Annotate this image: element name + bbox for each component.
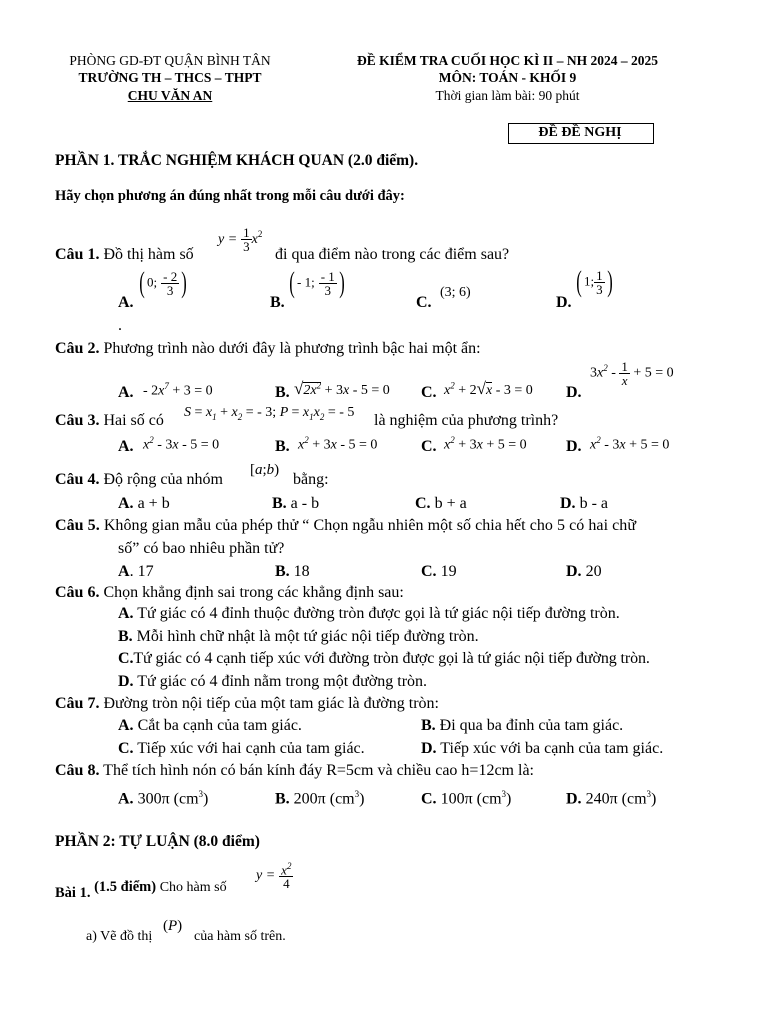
part1-instruction: Hãy chọn phương án đúng nhất trong mỗi câu dưới đây: [55,188,405,204]
part2-title: PHẦN 2: TỰ LUẬN (8.0 điểm) [55,833,260,850]
q6-option-d: D. Tứ giác có 4 đỉnh nằm trong một đường tròn. [118,673,428,690]
q5-question-cont: số” có bao nhiêu phần tử? [118,540,285,557]
header-duration: Thời gian làm bài: 90 phút [435,88,580,103]
q8-option-b: B. 200π $(cm^3)$ [275,789,365,808]
q2-option-d: D. [566,384,582,401]
bai1-part-a-after: của hàm số trên. [194,929,286,944]
q1-answer-b: ( - 1; $\frac{- 1}{3}$ ) [289,266,345,299]
q6-option-a: A. Tứ giác có 4 đỉnh thuộc đường tròn được gọi là tứ giác nội tiếp đường tròn. [118,605,620,622]
q2-answer-d: $3x^2$ - $\frac{1}{x}$ + 5 = 0 [590,359,674,388]
q5-question: Câu 5. Không gian mẫu của phép thử “ Chọn ngẫu nhiên một số chia hết cho 5 có hai chữ [55,517,637,534]
q1-answer-a: ( 0; $\frac{- 2}{3}$ ) [139,266,187,299]
q5-option-b: B. 18 [275,563,310,580]
q1-label: Câu 1. Đồ thị hàm số [55,246,194,263]
q7-question: Câu 7. Đường tròn nội tiếp của một tam giác là đường tròn: [55,695,439,712]
q2-answer-b: $√2x^2 + 3x - 5 = 0$ [294,379,390,398]
q3-answer-a: $x^2 - 3x - 5 = 0$ [143,435,220,453]
q4-option-d: D. b - a [560,495,608,512]
bai1-part-a-before: a) Vẽ đồ thị [86,929,153,944]
q4-label: Câu 4. Độ rộng của nhóm [55,471,223,488]
q7-option-c: C. Tiếp xúc với hai cạnh của tam giác. [118,740,365,757]
q6-question: Câu 6. Chọn khẳng định sai trong các khẳng định sau: [55,584,404,601]
q1-stray-dot: . [118,317,122,334]
q1-answer-c: (3; 6) [440,285,471,300]
q2-option-c: C. [421,384,437,401]
q4-option-b: B. a - b [272,495,320,512]
q1-option-a: A. [118,294,134,311]
q4-question-text: bằng: [293,471,329,488]
part1-title: PHẦN 1. TRẮC NGHIỆM KHÁCH QUAN (2.0 điểm). [55,152,419,169]
q3-option-a: A. [118,438,134,455]
q7-option-a: A. Cắt ba cạnh của tam giác. [118,717,302,734]
q2-option-b: B. [275,384,290,401]
q6-option-b: B. Mỗi hình chữ nhật là một tứ giác nội tiếp đường tròn. [118,628,479,645]
header-school-name-wrap [40,87,300,104]
q1-option-b: B. [270,294,285,311]
q6-option-c: C.Tứ giác có 4 cạnh tiếp xúc với đường tròn được gọi là tứ giác nội tiếp đường tròn. [118,650,650,667]
q3-option-b: B. [275,438,290,455]
q1-function-formula: y = $\frac{1}{3}$ $x^2$ [218,225,263,254]
q2-option-a: A. [118,384,134,401]
q5-option-c: C. 19 [421,563,457,580]
q2-answer-a: - $2x^7 + 3 = 0$ [143,381,213,399]
q5-option-d: D. 20 [566,563,602,580]
bai1-function-formula: y = $\frac{x^2}{4}$ [256,861,292,892]
q3-option-c: C. [421,438,437,455]
q7-option-d: D. Tiếp xúc với ba cạnh của tam giác. [421,740,664,757]
q8-option-a: A. 300π $(cm^3)$ [118,789,209,808]
header-subject: MÔN: TOÁN - KHỐI 9 [438,70,577,85]
q3-option-d: D. [566,438,582,455]
bai1-heading: Bài 1. (1.5 điểm) Cho hàm số [55,879,227,901]
q3-label: Câu 3. Hai số có [55,412,164,429]
q3-conditions: $S = x_1 + x_2$ = - 3; $P = x_1x_2$ = - 5 [184,405,355,422]
q8-option-d: D. 240π $(cm^3)$ [566,789,657,808]
q4-option-c: C. b + a [415,495,467,512]
proposal-badge-label: ĐỀ ĐỀ NGHỊ [538,125,622,140]
q8-question: Câu 8. Thể tích hình nón có bán kính đáy R=5cm và chiều cao h=12cm là: [55,762,534,779]
bai1-graph-symbol: (P) [163,918,183,934]
q4-option-a: A. a + b [118,495,170,512]
q3-answer-d: $x^2 - 3x + 5 = 0$ [590,435,670,453]
q2-question: Câu 2. Phương trình nào dưới đây là phương trình bậc hai một ẩn: [55,340,481,357]
q5-option-a: A. 17 [118,563,154,580]
q7-option-b: B. Đi qua ba đỉnh của tam giác. [421,717,624,734]
header-school: TRƯỜNG TH – THCS – THPT [78,70,262,85]
q1-question-text: đi qua điểm nào trong các điểm sau? [275,246,510,263]
q3-answer-c: $x^2 + 3x + 5 = 0$ [444,435,527,453]
q3-answer-b: $x^2 + 3x - 5 = 0$ [298,435,378,453]
q8-option-c: C. 100π $(cm^3)$ [421,789,512,808]
header-school-name: CHU VĂN AN [127,88,213,103]
q2-answer-c: $x^2 + 2√x - 3 = 0$ [444,379,533,398]
q1-option-c: C. [416,294,432,311]
q1-option-d: D. [556,294,572,311]
q1-answer-d: ( 1; $\frac{1}{3}$ ) [576,265,613,298]
q3-question-text: là nghiệm của phương trình? [374,412,559,429]
q4-interval: [a;b) [250,462,280,478]
header-exam-title: ĐỀ KIỂM TRA CUỐI HỌC KÌ II – NH 2024 – 2025 [357,53,658,68]
header-department: PHÒNG GD-ĐT QUẬN BÌNH TÂN [69,53,271,68]
